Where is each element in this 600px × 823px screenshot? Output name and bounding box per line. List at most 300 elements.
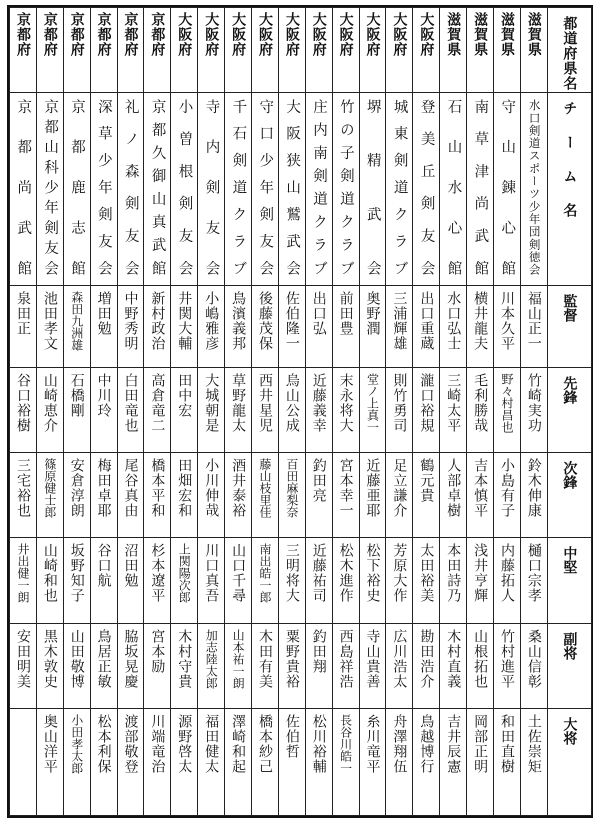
- member-name: 後藤茂保: [256, 291, 273, 352]
- team-name: 守山錬心館: [499, 99, 516, 276]
- member-name: 寺山貴善: [364, 628, 381, 689]
- cell-pref: [305, 8, 332, 93]
- member-name: 勘田浩介: [418, 628, 435, 689]
- member-name: 山根拓也: [472, 628, 489, 689]
- cell-jiho: [305, 453, 332, 538]
- cell-team: [63, 93, 90, 286]
- cell-team: [332, 93, 359, 286]
- member-name: 田畑宏和: [176, 458, 193, 519]
- row-label-text: 先鋒: [561, 375, 578, 404]
- row-coach: [10, 286, 592, 367]
- prefecture: 大阪府: [418, 12, 435, 57]
- member-name: 西島祥浩: [337, 628, 354, 689]
- member-name: 石橋剛: [68, 372, 85, 418]
- member-name: 舟澤翔伍: [391, 714, 408, 775]
- member-name: 横井龍夫: [472, 291, 489, 352]
- cell-pref: [359, 8, 386, 93]
- roster-sheet: [7, 5, 593, 818]
- member-name: 梅田卓耶: [95, 458, 112, 519]
- cell-coach: [198, 286, 225, 367]
- cell-chuken: [63, 538, 90, 623]
- cell-fukusho: [332, 623, 359, 708]
- cell-coach: [494, 286, 521, 367]
- cell-team: [440, 93, 467, 286]
- cell-senpo: [225, 367, 252, 452]
- row-fukusho: [10, 623, 592, 708]
- cell-senpo: [332, 367, 359, 452]
- cell-pref: [386, 8, 413, 93]
- row-label-fukusho: [547, 623, 591, 708]
- prefecture: 大阪府: [364, 12, 381, 57]
- cell-team: [386, 93, 413, 286]
- member-name: 黒木敦史: [41, 628, 58, 689]
- cell-taisho: [467, 709, 494, 816]
- member-name: 三宅裕也: [14, 458, 31, 519]
- team-name: 深草少年剣友会: [95, 99, 112, 276]
- cell-senpo: [36, 367, 63, 452]
- team-name: 京都鹿志館: [68, 99, 85, 276]
- cell-fukusho: [520, 623, 547, 708]
- member-name: 山田敬博: [68, 628, 85, 689]
- cell-team: [252, 93, 279, 286]
- cell-fukusho: [10, 623, 37, 708]
- prefecture: 大阪府: [310, 12, 327, 57]
- cell-pref: [252, 8, 279, 93]
- row-label-chuken: [547, 538, 591, 623]
- cell-coach: [413, 286, 440, 367]
- cell-jiho: [252, 453, 279, 538]
- member-name: 西井星児: [256, 372, 273, 433]
- member-name: 木村直義: [445, 628, 462, 689]
- cell-taisho: [332, 709, 359, 816]
- cell-coach: [467, 286, 494, 367]
- cell-taisho: [90, 709, 117, 816]
- prefecture: 大阪府: [230, 12, 247, 57]
- cell-pref: [117, 8, 144, 93]
- member-name: 堂ノ上真一: [365, 372, 380, 433]
- cell-chuken: [305, 538, 332, 623]
- cell-fukusho: [36, 623, 63, 708]
- member-name: 橋本紗己: [256, 714, 273, 775]
- cell-chuken: [359, 538, 386, 623]
- member-name: 粟野貴裕: [283, 628, 300, 689]
- cell-team: [467, 93, 494, 286]
- cell-senpo: [359, 367, 386, 452]
- member-name: 藤山枝里佳: [257, 458, 272, 519]
- row-label-text: 副将: [561, 631, 578, 660]
- prefecture: 滋賀県: [472, 12, 489, 57]
- cell-chuken: [171, 538, 198, 623]
- cell-team: [494, 93, 521, 286]
- member-name: 末永将大: [337, 372, 354, 433]
- cell-senpo: [171, 367, 198, 452]
- cell-chuken: [332, 538, 359, 623]
- member-name: 加志陸太郎: [204, 628, 219, 689]
- cell-fukusho: [305, 623, 332, 708]
- cell-pref: [332, 8, 359, 93]
- cell-coach: [252, 286, 279, 367]
- cell-taisho: [171, 709, 198, 816]
- member-name: 近藤祐司: [310, 543, 327, 604]
- cell-senpo: [10, 367, 37, 452]
- member-name: 出口重蔵: [418, 291, 435, 352]
- member-name: 土佐崇矩: [525, 714, 542, 775]
- member-name: 足立謙介: [391, 458, 408, 519]
- member-name: 瀧口裕規: [418, 372, 435, 433]
- row-label-team: [547, 93, 591, 286]
- member-name: 森田九洲雄: [69, 291, 84, 352]
- member-name: 鶴元貴: [418, 458, 435, 504]
- cell-taisho: [144, 709, 171, 816]
- member-name: 佐伯哲: [283, 714, 300, 760]
- cell-chuken: [520, 538, 547, 623]
- cell-coach: [63, 286, 90, 367]
- cell-coach: [10, 286, 37, 367]
- cell-jiho: [63, 453, 90, 538]
- member-name: 沼田勉: [122, 543, 139, 589]
- member-name: 宮本励: [149, 628, 166, 674]
- member-name: 樋口宗孝: [525, 543, 542, 604]
- member-name: 新村政治: [149, 291, 166, 352]
- prefecture: 京都府: [95, 12, 112, 57]
- cell-taisho: [63, 709, 90, 816]
- cell-fukusho: [278, 623, 305, 708]
- member-name: 奥野潤: [364, 291, 381, 337]
- team-name: 城東剣道クラブ: [391, 99, 408, 276]
- cell-coach: [171, 286, 198, 367]
- row-label-taisho: [547, 709, 591, 816]
- member-name: 増田勉: [95, 291, 112, 337]
- cell-fukusho: [90, 623, 117, 708]
- member-name: 酒井泰裕: [230, 458, 247, 519]
- cell-coach: [90, 286, 117, 367]
- cell-team: [520, 93, 547, 286]
- row-label-jiho: [547, 453, 591, 538]
- prefecture: 京都府: [68, 12, 85, 57]
- cell-chuken: [225, 538, 252, 623]
- member-name: 池田孝文: [41, 291, 58, 352]
- team-name: 登美丘剣友会: [418, 99, 435, 276]
- member-name: 篠原健士郎: [42, 458, 57, 519]
- team-name: 礼ノ森剣友会: [122, 99, 139, 276]
- cell-fukusho: [440, 623, 467, 708]
- team-name: 京都山科少年剣友会: [42, 99, 59, 276]
- row-label-text: 監督: [561, 294, 578, 323]
- cell-jiho: [440, 453, 467, 538]
- team-name: 水口剣道スポーツ少年団剣徳会: [527, 99, 542, 276]
- cell-fukusho: [225, 623, 252, 708]
- member-name: 川端竜治: [149, 714, 166, 775]
- cell-taisho: [252, 709, 279, 816]
- cell-fukusho: [198, 623, 225, 708]
- cell-pref: [440, 8, 467, 93]
- cell-chuken: [198, 538, 225, 623]
- prefecture: 京都府: [149, 12, 166, 57]
- cell-senpo: [144, 367, 171, 452]
- prefecture: 大阪府: [203, 12, 220, 57]
- cell-chuken: [10, 538, 37, 623]
- row-label-pref: [547, 8, 591, 93]
- cell-fukusho: [63, 623, 90, 708]
- cell-team: [305, 93, 332, 286]
- member-name: 人部卓樹: [445, 458, 462, 519]
- prefecture: 京都府: [41, 12, 58, 57]
- cell-jiho: [520, 453, 547, 538]
- member-name: 福田健太: [203, 714, 220, 775]
- cell-jiho: [117, 453, 144, 538]
- cell-chuken: [413, 538, 440, 623]
- member-name: 奥山洋平: [41, 714, 58, 775]
- cell-coach: [117, 286, 144, 367]
- member-name: 井関大輔: [176, 291, 193, 352]
- member-name: 源野啓太: [176, 714, 193, 775]
- cell-coach: [440, 286, 467, 367]
- cell-taisho: [386, 709, 413, 816]
- cell-jiho: [171, 453, 198, 538]
- cell-taisho: [520, 709, 547, 816]
- cell-pref: [90, 8, 117, 93]
- cell-jiho: [198, 453, 225, 538]
- cell-fukusho: [467, 623, 494, 708]
- cell-fukusho: [252, 623, 279, 708]
- cell-fukusho: [171, 623, 198, 708]
- team-name: 堺精武会: [364, 99, 381, 276]
- member-name: 糸川竜平: [364, 714, 381, 775]
- cell-senpo: [413, 367, 440, 452]
- cell-jiho: [494, 453, 521, 538]
- cell-pref: [198, 8, 225, 93]
- roster-table: [9, 7, 592, 816]
- member-name: 本田詩乃: [445, 543, 462, 604]
- cell-pref: [144, 8, 171, 93]
- cell-fukusho: [359, 623, 386, 708]
- cell-jiho: [90, 453, 117, 538]
- cell-coach: [225, 286, 252, 367]
- member-name: 三明将大: [283, 543, 300, 604]
- row-taisho: [10, 709, 592, 816]
- cell-pref: [10, 8, 37, 93]
- cell-chuken: [278, 538, 305, 623]
- member-name: 竹村進平: [498, 628, 515, 689]
- member-name: 中川玲: [95, 372, 112, 418]
- member-name: 佐伯隆一: [283, 291, 300, 352]
- cell-jiho: [144, 453, 171, 538]
- row-label-text: 都道府県名: [561, 16, 578, 91]
- member-name: 松川裕輔: [310, 714, 327, 775]
- row-chuken: [10, 538, 592, 623]
- prefecture: 京都府: [122, 12, 139, 57]
- prefecture: 大阪府: [256, 12, 273, 57]
- row-label-text: 中堅: [561, 546, 578, 575]
- cell-coach: [386, 286, 413, 367]
- member-name: 木田有美: [256, 628, 273, 689]
- member-name: 百田麻梨奈: [284, 458, 299, 519]
- member-name: 浅井亨輝: [472, 543, 489, 604]
- cell-jiho: [332, 453, 359, 538]
- cell-taisho: [225, 709, 252, 816]
- member-name: 近藤亜耶: [364, 458, 381, 519]
- row-senpo: [10, 367, 592, 452]
- cell-team: [144, 93, 171, 286]
- team-name: 竹の子剣道クラブ: [337, 99, 354, 276]
- team-name: 守口少年剣友会: [257, 99, 274, 276]
- cell-chuken: [36, 538, 63, 623]
- member-name: 南出皓一郎: [257, 543, 272, 604]
- cell-senpo: [305, 367, 332, 452]
- member-name: 安倉淳朗: [68, 458, 85, 519]
- cell-pref: [278, 8, 305, 93]
- member-name: 松木進作: [337, 543, 354, 604]
- cell-senpo: [520, 367, 547, 452]
- member-name: 小嶋雅彦: [203, 291, 220, 352]
- member-name: 吉本慎平: [472, 458, 489, 519]
- prefecture: 大阪府: [283, 12, 300, 57]
- cell-team: [225, 93, 252, 286]
- cell-chuken: [252, 538, 279, 623]
- row-label-senpo: [547, 367, 591, 452]
- cell-coach: [278, 286, 305, 367]
- member-name: 鳥越博行: [418, 714, 435, 775]
- cell-senpo: [117, 367, 144, 452]
- cell-pref: [63, 8, 90, 93]
- cell-chuken: [386, 538, 413, 623]
- cell-team: [278, 93, 305, 286]
- member-name: 則竹勇司: [391, 372, 408, 433]
- member-name: 福山正一: [525, 291, 542, 352]
- cell-chuken: [144, 538, 171, 623]
- member-name: 川口真吾: [203, 543, 220, 604]
- cell-taisho: [36, 709, 63, 816]
- member-name: 尾谷真由: [122, 458, 139, 519]
- row-label-text: 次鋒: [561, 461, 578, 490]
- cell-jiho: [386, 453, 413, 538]
- member-name: 山口千尋: [230, 543, 247, 604]
- cell-team: [90, 93, 117, 286]
- member-name: 澤崎和起: [230, 714, 247, 775]
- member-name: 出口弘: [310, 291, 327, 337]
- cell-taisho: [494, 709, 521, 816]
- cell-senpo: [278, 367, 305, 452]
- cell-chuken: [90, 538, 117, 623]
- member-name: 谷口航: [95, 543, 112, 589]
- prefecture: 大阪府: [391, 12, 408, 57]
- cell-jiho: [359, 453, 386, 538]
- cell-jiho: [10, 453, 37, 538]
- cell-coach: [36, 286, 63, 367]
- cell-jiho: [36, 453, 63, 538]
- cell-coach: [305, 286, 332, 367]
- cell-coach: [332, 286, 359, 367]
- cell-pref: [520, 8, 547, 93]
- cell-jiho: [413, 453, 440, 538]
- member-name: 芳原大作: [391, 543, 408, 604]
- cell-team: [36, 93, 63, 286]
- cell-fukusho: [386, 623, 413, 708]
- member-name: 上関陽次郎: [177, 543, 192, 604]
- cell-taisho: [10, 709, 37, 816]
- member-name: 橋本平和: [149, 458, 166, 519]
- cell-team: [413, 93, 440, 286]
- member-name: 前田豊: [337, 291, 354, 337]
- cell-chuken: [117, 538, 144, 623]
- member-name: 中野秀明: [122, 291, 139, 352]
- member-name: 谷口裕樹: [14, 372, 31, 433]
- team-name: 南草津尚武館: [472, 99, 489, 276]
- team-name: 大阪狭山鷲武会: [284, 99, 301, 276]
- team-name: 庄内南剣道クラブ: [311, 99, 327, 276]
- cell-taisho: [278, 709, 305, 816]
- team-name: 石山水心館: [445, 99, 462, 276]
- member-name: 和田直樹: [498, 714, 515, 775]
- member-name: 泉田正: [14, 291, 31, 337]
- team-name: 寺内剣友会: [203, 99, 220, 276]
- member-name: 山崎和也: [41, 543, 58, 604]
- member-name: 鳥濱義邦: [230, 291, 247, 352]
- row-label-coach: [547, 286, 591, 367]
- cell-chuken: [440, 538, 467, 623]
- cell-taisho: [413, 709, 440, 816]
- member-name: 岡部正明: [472, 714, 489, 775]
- cell-pref: [36, 8, 63, 93]
- cell-pref: [225, 8, 252, 93]
- cell-jiho: [278, 453, 305, 538]
- member-name: 坂野知子: [68, 543, 85, 604]
- member-name: 広川浩太: [391, 628, 408, 689]
- cell-senpo: [494, 367, 521, 452]
- cell-pref: [413, 8, 440, 93]
- member-name: 長谷川皓一: [338, 714, 353, 775]
- cell-senpo: [386, 367, 413, 452]
- member-name: 川本久平: [498, 291, 515, 352]
- row-label-text: チーム名: [561, 101, 578, 238]
- member-name: 松本利保: [95, 714, 112, 775]
- cell-team: [117, 93, 144, 286]
- member-name: 野々村昌也: [499, 372, 514, 433]
- prefecture: 滋賀県: [445, 12, 462, 57]
- cell-senpo: [63, 367, 90, 452]
- cell-taisho: [198, 709, 225, 816]
- member-name: 脇坂晃慶: [122, 628, 139, 689]
- cell-team: [10, 93, 37, 286]
- team-name: 京都久御山真武館: [149, 99, 166, 276]
- member-name: 鳥居正敏: [95, 628, 112, 689]
- cell-senpo: [440, 367, 467, 452]
- cell-senpo: [198, 367, 225, 452]
- member-name: 木村守貴: [176, 628, 193, 689]
- member-name: 小田孝太郎: [69, 714, 84, 775]
- member-name: 渡部敬登: [122, 714, 139, 775]
- cell-jiho: [225, 453, 252, 538]
- cell-team: [171, 93, 198, 286]
- member-name: 鈴木伸康: [525, 458, 542, 519]
- cell-taisho: [359, 709, 386, 816]
- member-name: 三浦輝雄: [391, 291, 408, 352]
- cell-senpo: [90, 367, 117, 452]
- team-name: 京都尚武館: [15, 99, 32, 276]
- prefecture: 大阪府: [176, 12, 193, 57]
- cell-coach: [359, 286, 386, 367]
- member-name: 釣田亮: [310, 458, 327, 504]
- cell-team: [198, 93, 225, 286]
- member-name: 大城朝是: [203, 372, 220, 433]
- member-name: 毛利勝哉: [472, 372, 489, 433]
- prefecture: 滋賀県: [525, 12, 542, 57]
- member-name: 白田竜也: [122, 372, 139, 433]
- prefecture: 滋賀県: [498, 12, 515, 57]
- cell-jiho: [467, 453, 494, 538]
- member-name: 近藤義幸: [310, 372, 327, 433]
- row-pref: [10, 8, 592, 93]
